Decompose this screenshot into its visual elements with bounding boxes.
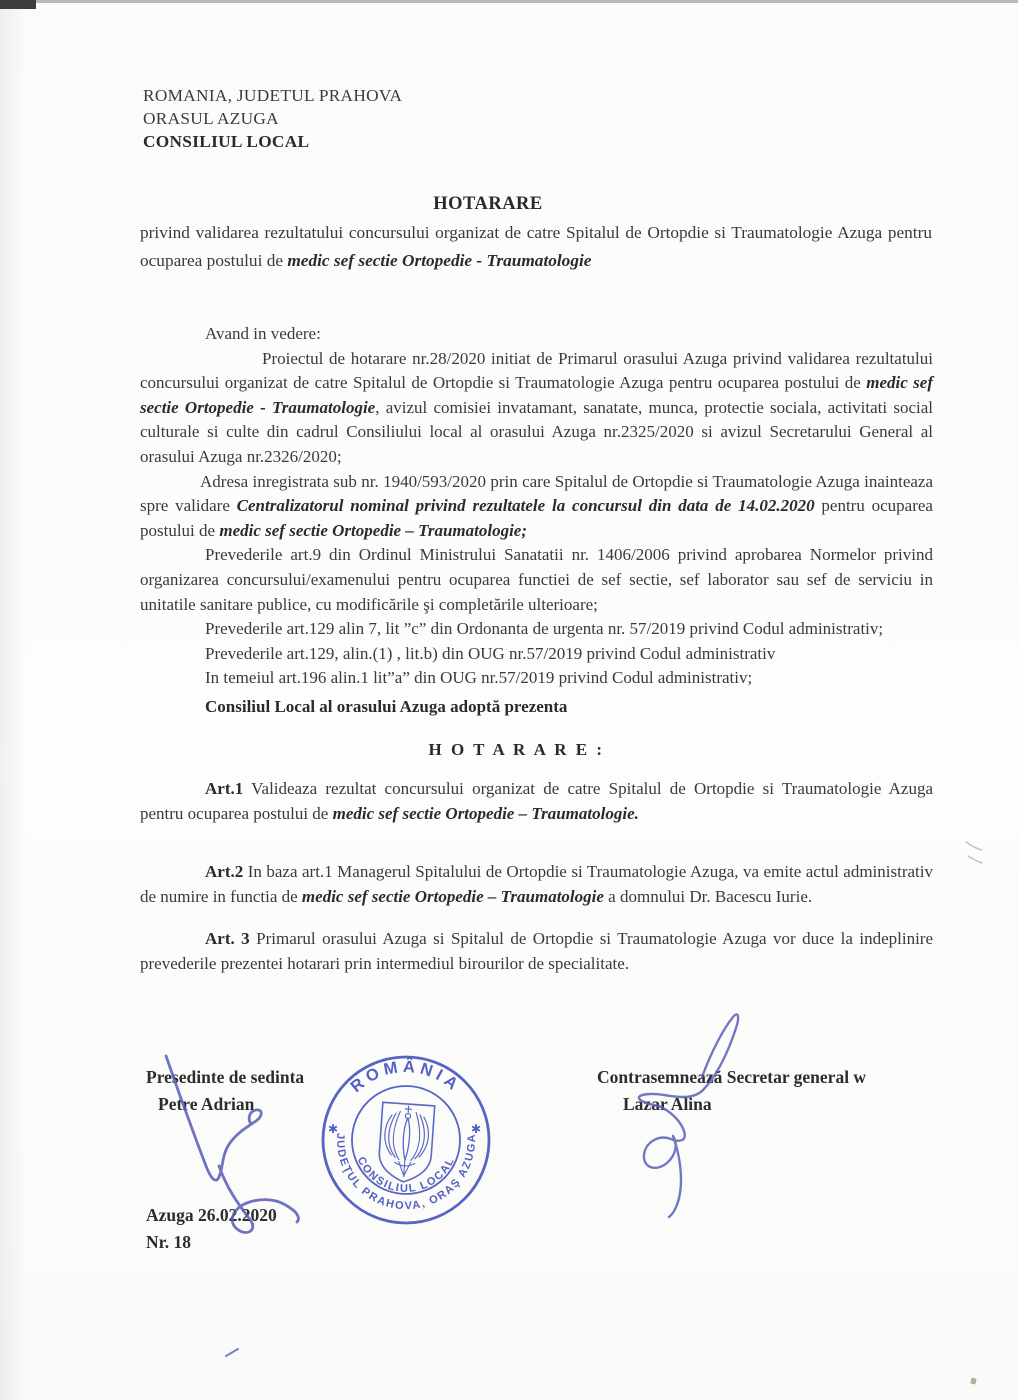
paragraph [140,738,933,763]
paragraph [140,859,933,909]
text-segment: Primarul orasului Azuga si Spitalul de Ortopdie si Traumatologie Azuga vor duce la indeplinire prevederile prezentei hotarari prin intermediul birourilor de specialitate. [140,928,934,974]
countersign-name: Lazar Alina [623,1094,712,1114]
text-segment: CONSILIUL LOCAL [143,132,310,152]
text-segment: Prevederile art.9 din Ordinul Ministrului Sanatatii nr. 1406/2006 privind aprobarea Normelor privind organizarea concursului/examenului pentru ocuparea functiei de sef sectie, sef laborator sau sef de serviciu in unitatile sanitare publice, cu modificările şi completările ulterioare; [140,545,933,614]
text-segment: Proiectul de hotarare nr.28/2020 initiat de Primarul orasului Azuga privind validarea rezultatului concursului organizat de catre Spitalul de Ortopdie si Traumatologie Azuga pentru ocuparea postului de [140,348,933,393]
text-segment: a domnului Dr. Bacescu Iurie. [603,886,813,906]
text-segment: Avand in vedere: [205,324,321,343]
document-title: HOTARARE [433,194,543,214]
text-segment: ORASUL AZUGA [143,109,279,129]
text-segment: Art.1 [205,779,244,799]
text-segment: medic sef sectie Ortopedie – Traumatologie. [332,804,639,824]
paragraph [140,322,933,347]
paragraph [140,470,933,544]
text-segment: Prevederile art.129, alin.(1) , lit.b) din OUG nr.57/2019 privind Codul administrativ [205,643,776,663]
paragraph [143,107,402,130]
stamp-county-text: JUDEŢUL PRAHOVA, ORAŞ AZUGA [333,1132,479,1213]
paragraph [140,776,933,826]
issue-place-date: Azuga 26.02.2020 [146,1205,277,1225]
text-segment: H O T A R A R E : [428,739,605,759]
document-body [140,322,933,976]
text-segment: Valideaza rezultat concursului organizat de catre Spitalul de Ortopdie si Traumatologie Azuga pentru ocuparea postului de [140,779,933,824]
coat-of-arms [377,1102,434,1183]
president-name: Petre Adrian [158,1094,255,1114]
text-segment: medic sef sectie Ortopedie - Traumatologie [140,373,934,417]
text-segment: medic sef sectie Ortopedie - Traumatologie [287,250,592,270]
text-segment: Adresa inregistrata sub nr. 1940/593/2020 prin care Spitalul de Ortopdie si Traumatologie Azuga inainteaza spre validare [140,471,933,516]
paragraph [140,666,933,691]
text-segment: In baza art.1 Managerul Spitalului de Ortopdie si Traumatologie Azuga, va emite actul administrativ de numire in functia de [140,861,933,906]
stamp-star-right: ✱ [471,1122,482,1136]
text-segment: pentru ocuparea postului de [140,496,933,540]
text-segment: medic sef sectie Ortopedie – Traumatologie [301,886,604,906]
paragraph [140,695,933,720]
countersign-block [597,1064,866,1118]
council-stamp [318,1052,494,1228]
paragraph [140,617,933,642]
issue-block [146,1202,277,1256]
stamp-country-text: ROMÂNIA [347,1057,465,1097]
paragraph [140,347,933,470]
scan-edge-shadow [0,0,26,1400]
issue-number: Nr. 18 [146,1232,192,1252]
paragraph [140,926,933,976]
text-segment: Consiliul Local al orasului Azuga adoptă prezenta [205,696,568,716]
president-signature-block [146,1064,304,1118]
text-segment: ROMANIA, JUDETUL PRAHOVA [143,86,403,105]
text-segment: privind validarea rezultatului concursului organizat de catre Spitalul de Ortopdie si Traumatologie Azuga pentru ocuparea postului de [140,223,932,270]
paragraph [140,543,933,617]
letterhead [143,84,402,154]
text-segment: Art.2 [205,861,244,881]
countersign-label: Contrasemnează Secretar general w [597,1067,867,1087]
scan-artifact-top-line [0,0,1018,3]
text-segment: medic sef sectie Ortopedie – Traumatologie; [219,520,528,540]
document-subtitle [140,219,932,274]
paragraph [143,130,402,153]
stamp-council-text: CONSILIUL LOCAL [354,1154,458,1195]
text-segment: , avizul comisiei invatamant, sanatate, munca, protectie sociala, activitati social culturale si culte din cadrul Consiliului local al orasului Azuga nr.2325/2020 si avizul Secretarului General al orasului Azuga nr.2326/2020; [140,397,933,466]
stamp-star-left: ✱ [328,1122,339,1136]
paragraph [140,642,933,667]
svg-text:ROMÂNIA [347,1057,464,1096]
text-segment: Centralizatorul nominal privind rezultatele la concursul din data de 14.02.2020 [236,496,815,516]
text-segment: Prevederile art.129 alin 7, lit ”c” din Ordonanta de urgenta nr. 57/2019 privind Codul administrativ; [205,619,884,639]
text-segment: In temeiul art.196 alin.1 lit”a” din OUG nr.57/2019 privind Codul administrativ; [205,668,753,688]
scan-artifact-top-corner [0,0,36,9]
paragraph [143,84,402,107]
president-role: Presedinte de sedinta [146,1067,305,1087]
council-stamp-graphic [318,1052,494,1228]
text-segment: Art. 3 [205,928,250,948]
